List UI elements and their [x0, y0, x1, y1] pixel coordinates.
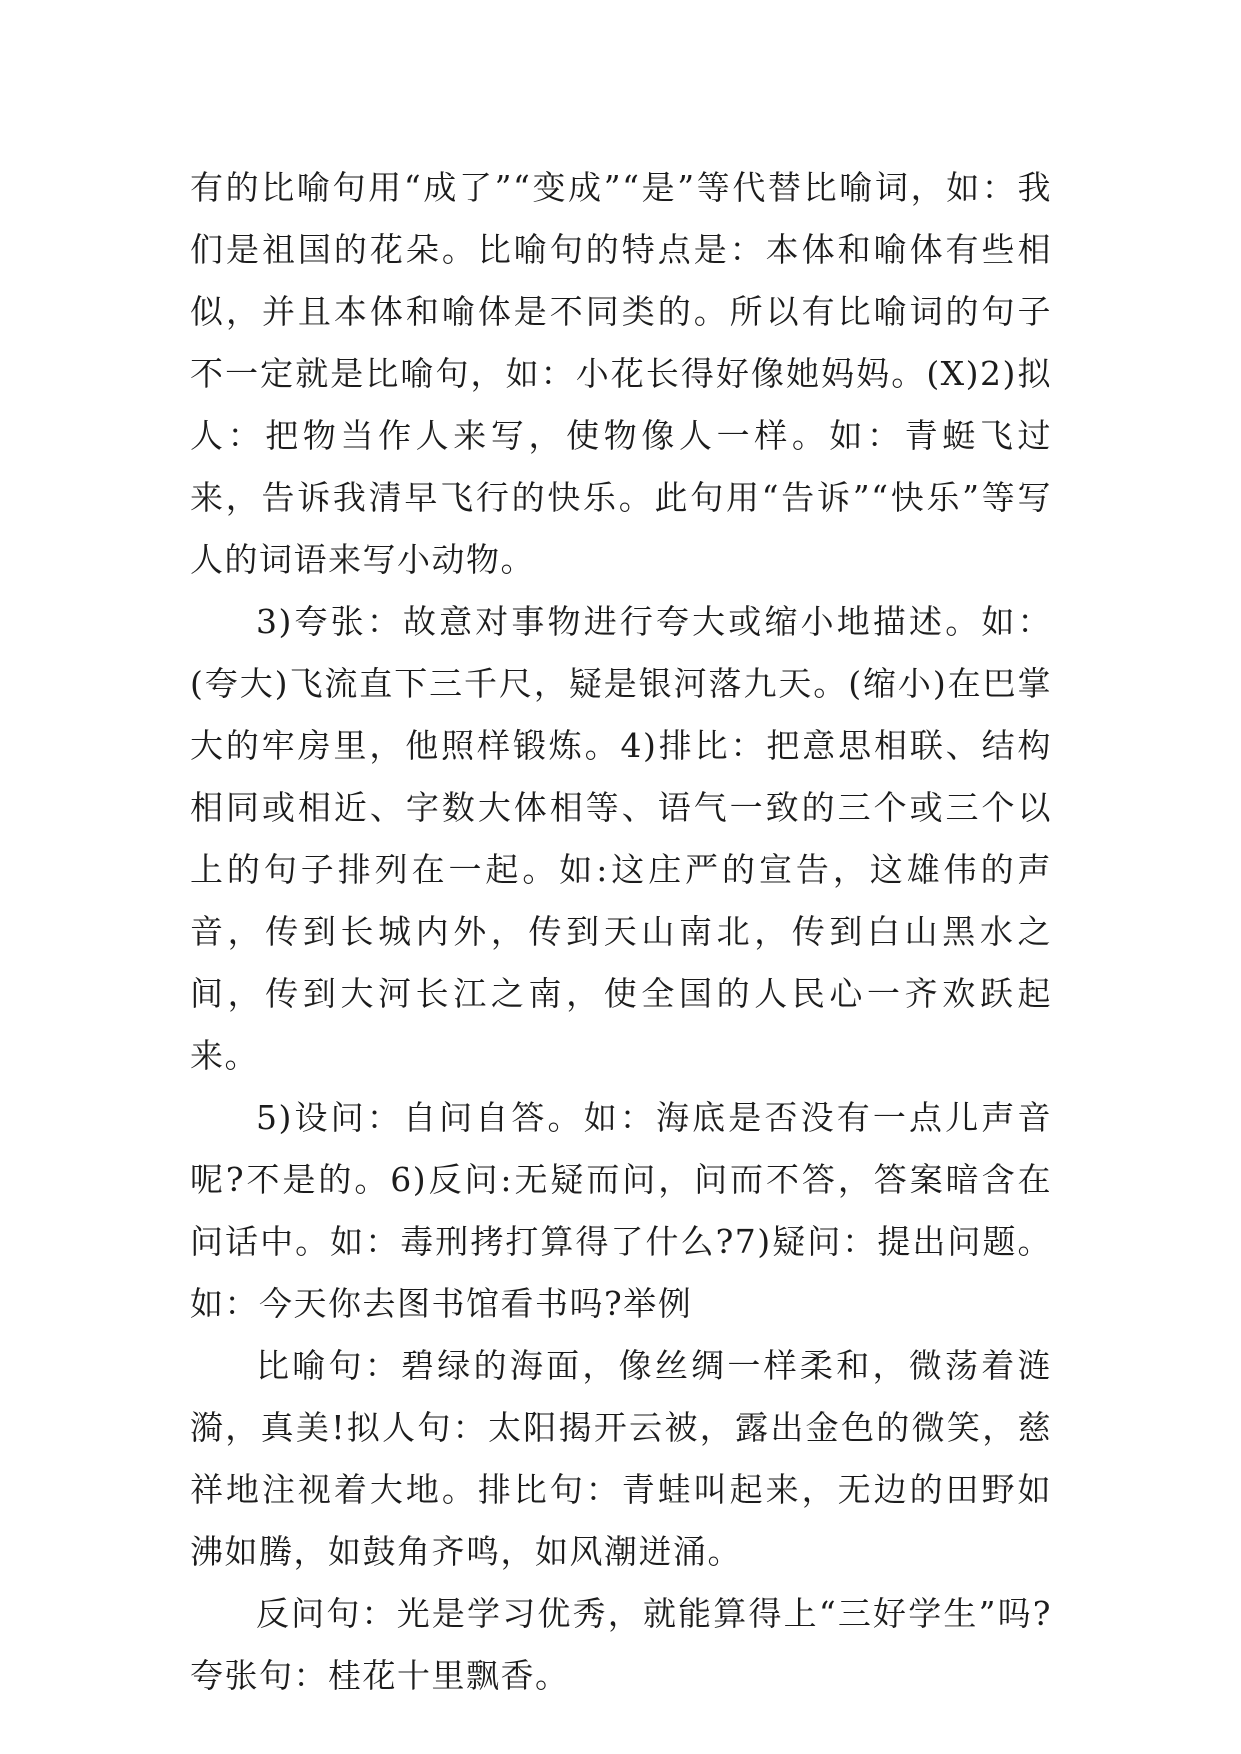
paragraph-questions: 5)设问：自问自答。如：海底是否没有一点儿声音呢?不是的。6)反问:无疑而问，问而不答，答案暗含在问话中。如：毒刑拷打算得了什么?7)疑问：提出问题。如：今天你去图书馆看书吗?举例: [190, 1098, 1052, 1323]
document-body: [190, 157, 1052, 1707]
paragraph-hyperbole-parallelism: 3)夸张：故意对事物进行夸大或缩小地描述。如：(夸大)飞流直下三千尺，疑是银河落九天。(缩小)在巴掌大的牢房里，他照样锻炼。4)排比：把意思相联、结构相同或相近、字数大体相等、语气一致的三个或三个以上的句子排列在一起。如:这庄严的宣告，这雄伟的声音，传到长城内外，传到天山南北，传到白山黑水之间，传到大河长江之南，使全国的人民心一齐欢跃起来。: [190, 602, 1052, 1075]
paragraph-rhetorical-hyperbole-examples: 反问句：光是学习优秀，就能算得上“三好学生”吗?夸张句：桂花十里飘香。: [190, 1594, 1052, 1695]
paragraph-examples: 比喻句：碧绿的海面，像丝绸一样柔和，微荡着涟漪，真美!拟人句：太阳揭开云被，露出金色的微笑，慈祥地注视着大地。排比句：青蛙叫起来，无边的田野如沸如腾，如鼓角齐鸣，如风潮迸涌。: [190, 1346, 1052, 1571]
paragraph-metaphor-personification: 有的比喻句用“成了”“变成”“是”等代替比喻词，如：我们是祖国的花朵。比喻句的特点是：本体和喻体有些相似，并且本体和喻体是不同类的。所以有比喻词的句子不一定就是比喻句，如：小花长得好像她妈妈。(X)2)拟人：把物当作人来写，使物像人一样。如：青蜓飞过来，告诉我清早飞行的快乐。此句用“告诉”“快乐”等写人的词语来写小动物。: [190, 168, 1052, 579]
